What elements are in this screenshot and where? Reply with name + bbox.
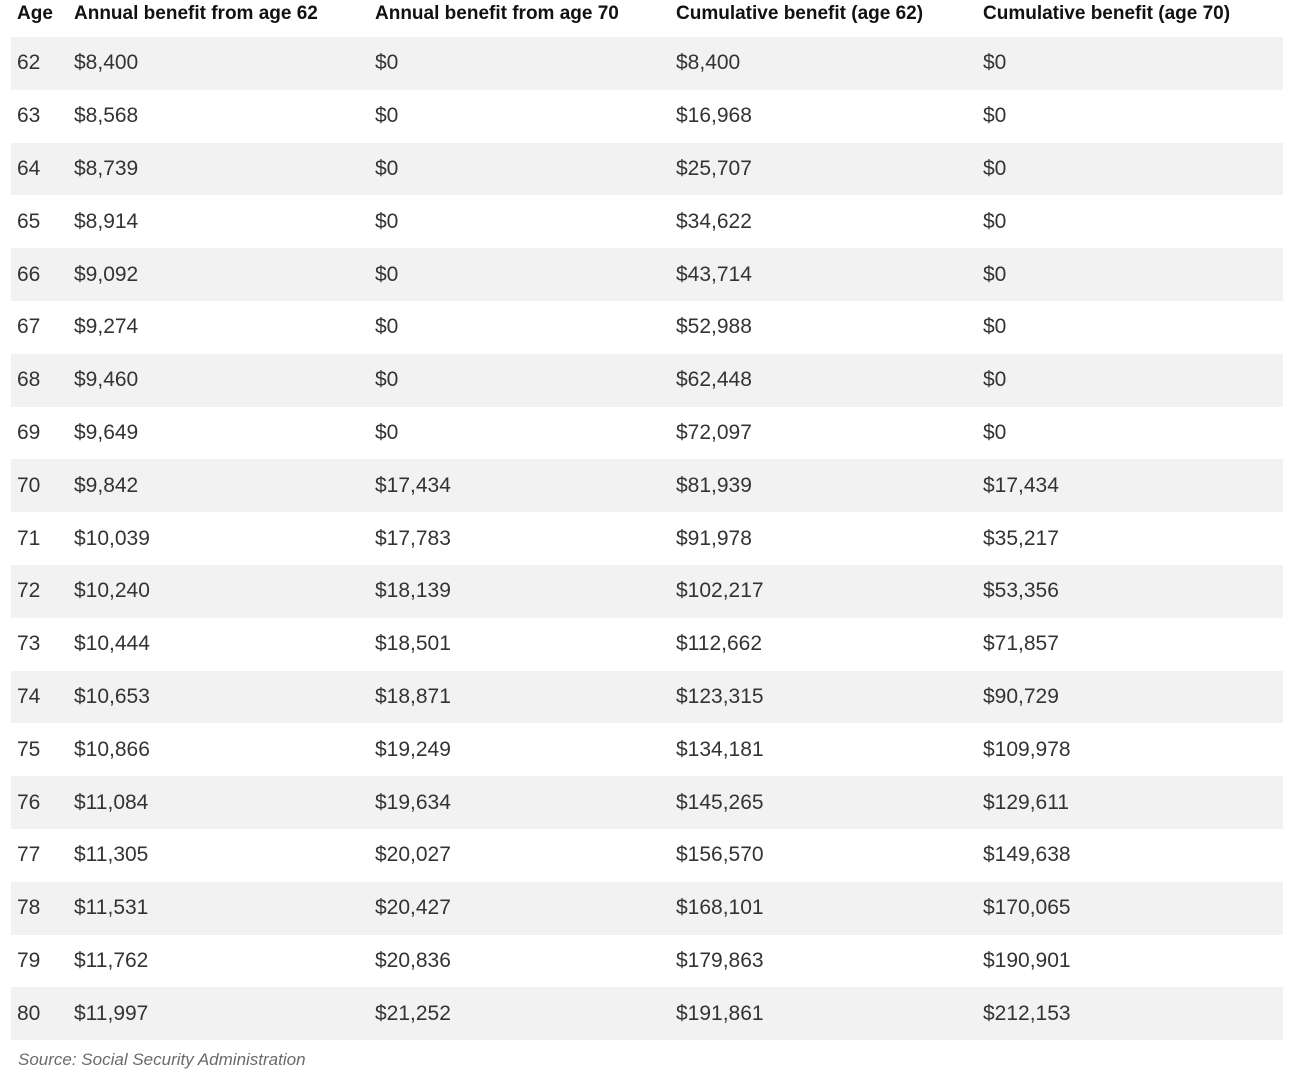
table-row [11,354,1283,407]
cell-cumulative-70: $0 [983,156,1007,180]
cell-cumulative-70: $0 [983,51,1007,75]
cell-cumulative-70: $0 [983,420,1007,444]
cell-age: 75 [17,737,41,761]
cell-annual-70: $19,634 [375,790,451,814]
cell-annual-70: $20,836 [375,948,451,972]
cell-annual-62: $9,460 [74,368,139,392]
cell-annual-62: $10,653 [74,684,150,708]
cell-age: 65 [17,209,41,233]
table-row [11,565,1283,618]
cell-annual-62: $8,914 [74,209,139,233]
cell-cumulative-62: $123,315 [676,684,764,708]
cell-annual-62: $8,400 [74,51,139,75]
cell-cumulative-70: $0 [983,315,1007,339]
table-row [11,776,1283,829]
cell-cumulative-70: $0 [983,104,1007,128]
cell-cumulative-62: $156,570 [676,843,764,867]
benefits-table [11,0,1283,1040]
header-cumulative-62: Cumulative benefit (age 62) [676,3,924,24]
header-annual-62: Annual benefit from age 62 [74,3,318,24]
cell-annual-62: $10,866 [74,737,150,761]
table-row [11,987,1283,1040]
cell-annual-62: $9,842 [74,473,139,497]
cell-cumulative-70: $71,857 [983,632,1059,656]
cell-cumulative-62: $43,714 [676,262,752,286]
cell-annual-70: $0 [375,262,399,286]
cell-cumulative-62: $179,863 [676,948,764,972]
header-row [11,0,1283,37]
cell-age: 67 [17,315,41,339]
cell-cumulative-62: $52,988 [676,315,752,339]
cell-age: 70 [17,473,41,497]
cell-annual-62: $11,305 [74,843,149,867]
cell-annual-70: $18,871 [375,684,451,708]
cell-annual-70: $17,783 [375,526,451,550]
cell-cumulative-62: $81,939 [676,473,752,497]
cell-cumulative-62: $8,400 [676,51,741,75]
cell-cumulative-62: $34,622 [676,209,752,233]
cell-annual-70: $0 [375,156,399,180]
cell-annual-70: $0 [375,315,399,339]
cell-age: 79 [17,948,41,972]
table-header [11,0,1283,37]
cell-annual-70: $18,501 [375,632,451,656]
cell-annual-62: $11,531 [74,896,149,920]
cell-cumulative-70: $170,065 [983,896,1071,920]
cell-cumulative-62: $72,097 [676,420,752,444]
cell-age: 71 [17,526,41,550]
cell-cumulative-70: $0 [983,368,1007,392]
cell-age: 69 [17,420,41,444]
cell-annual-70: $19,249 [375,737,451,761]
cell-cumulative-62: $191,861 [676,1001,764,1025]
cell-cumulative-70: $109,978 [983,737,1071,761]
cell-age: 74 [17,684,41,708]
cell-annual-70: $21,252 [375,1001,451,1025]
cell-annual-70: $20,027 [375,843,451,867]
table-row [11,90,1283,143]
cell-cumulative-62: $145,265 [676,790,764,814]
cell-annual-62: $9,274 [74,315,139,339]
cell-cumulative-70: $190,901 [983,948,1071,972]
cell-cumulative-62: $112,662 [676,632,763,656]
cell-annual-70: $20,427 [375,896,451,920]
cell-age: 72 [17,579,41,603]
table-body [11,37,1283,1040]
cell-annual-62: $9,092 [74,262,139,286]
cell-annual-62: $10,240 [74,579,150,603]
cell-cumulative-62: $25,707 [676,156,752,180]
table-row [11,37,1283,90]
table-row [11,248,1283,301]
cell-cumulative-62: $168,101 [676,896,764,920]
cell-annual-62: $11,762 [74,948,149,972]
cell-cumulative-70: $35,217 [983,526,1059,550]
source-note: Source: Social Security Administration [18,1050,306,1069]
cell-age: 76 [17,790,41,814]
table-row [11,459,1283,512]
cell-cumulative-70: $0 [983,209,1007,233]
cell-annual-70: $0 [375,368,399,392]
cell-cumulative-70: $129,611 [983,790,1070,814]
table-row [11,618,1283,671]
header-age: Age [17,3,53,24]
table-row [11,882,1283,935]
cell-cumulative-70: $0 [983,262,1007,286]
cell-cumulative-62: $134,181 [676,737,764,761]
table-row [11,195,1283,248]
cell-age: 77 [17,843,41,867]
cell-annual-62: $11,997 [74,1001,149,1025]
header-cumulative-70: Cumulative benefit (age 70) [983,3,1231,24]
table-row [11,829,1283,882]
cell-annual-70: $0 [375,104,399,128]
cell-annual-70: $0 [375,420,399,444]
cell-cumulative-62: $102,217 [676,579,764,603]
cell-annual-62: $9,649 [74,420,139,444]
cell-age: 62 [17,51,41,75]
cell-cumulative-70: $53,356 [983,579,1059,603]
cell-annual-70: $17,434 [375,473,451,497]
cell-annual-62: $10,444 [74,632,150,656]
cell-age: 63 [17,104,41,128]
cell-annual-62: $11,084 [74,790,149,814]
cell-annual-70: $18,139 [375,579,451,603]
cell-cumulative-62: $62,448 [676,368,752,392]
cell-age: 64 [17,156,41,180]
cell-cumulative-70: $90,729 [983,684,1059,708]
table-row [11,512,1283,565]
header-annual-70: Annual benefit from age 70 [375,3,619,24]
cell-annual-62: $8,739 [74,156,139,180]
cell-annual-62: $8,568 [74,104,139,128]
table-row [11,407,1283,460]
cell-annual-70: $0 [375,209,399,233]
table-row [11,143,1283,196]
cell-age: 78 [17,896,41,920]
cell-cumulative-62: $91,978 [676,526,752,550]
cell-cumulative-62: $16,968 [676,104,752,128]
cell-cumulative-70: $212,153 [983,1001,1071,1025]
table-row [11,723,1283,776]
cell-cumulative-70: $149,638 [983,843,1071,867]
benefits-table-container [11,0,1283,1040]
table-row [11,935,1283,988]
cell-age: 66 [17,262,41,286]
cell-age: 73 [17,632,41,656]
table-row [11,671,1283,724]
cell-age: 68 [17,368,41,392]
cell-annual-70: $0 [375,51,399,75]
cell-annual-62: $10,039 [74,526,150,550]
cell-age: 80 [17,1001,41,1025]
table-row [11,301,1283,354]
cell-cumulative-70: $17,434 [983,473,1059,497]
